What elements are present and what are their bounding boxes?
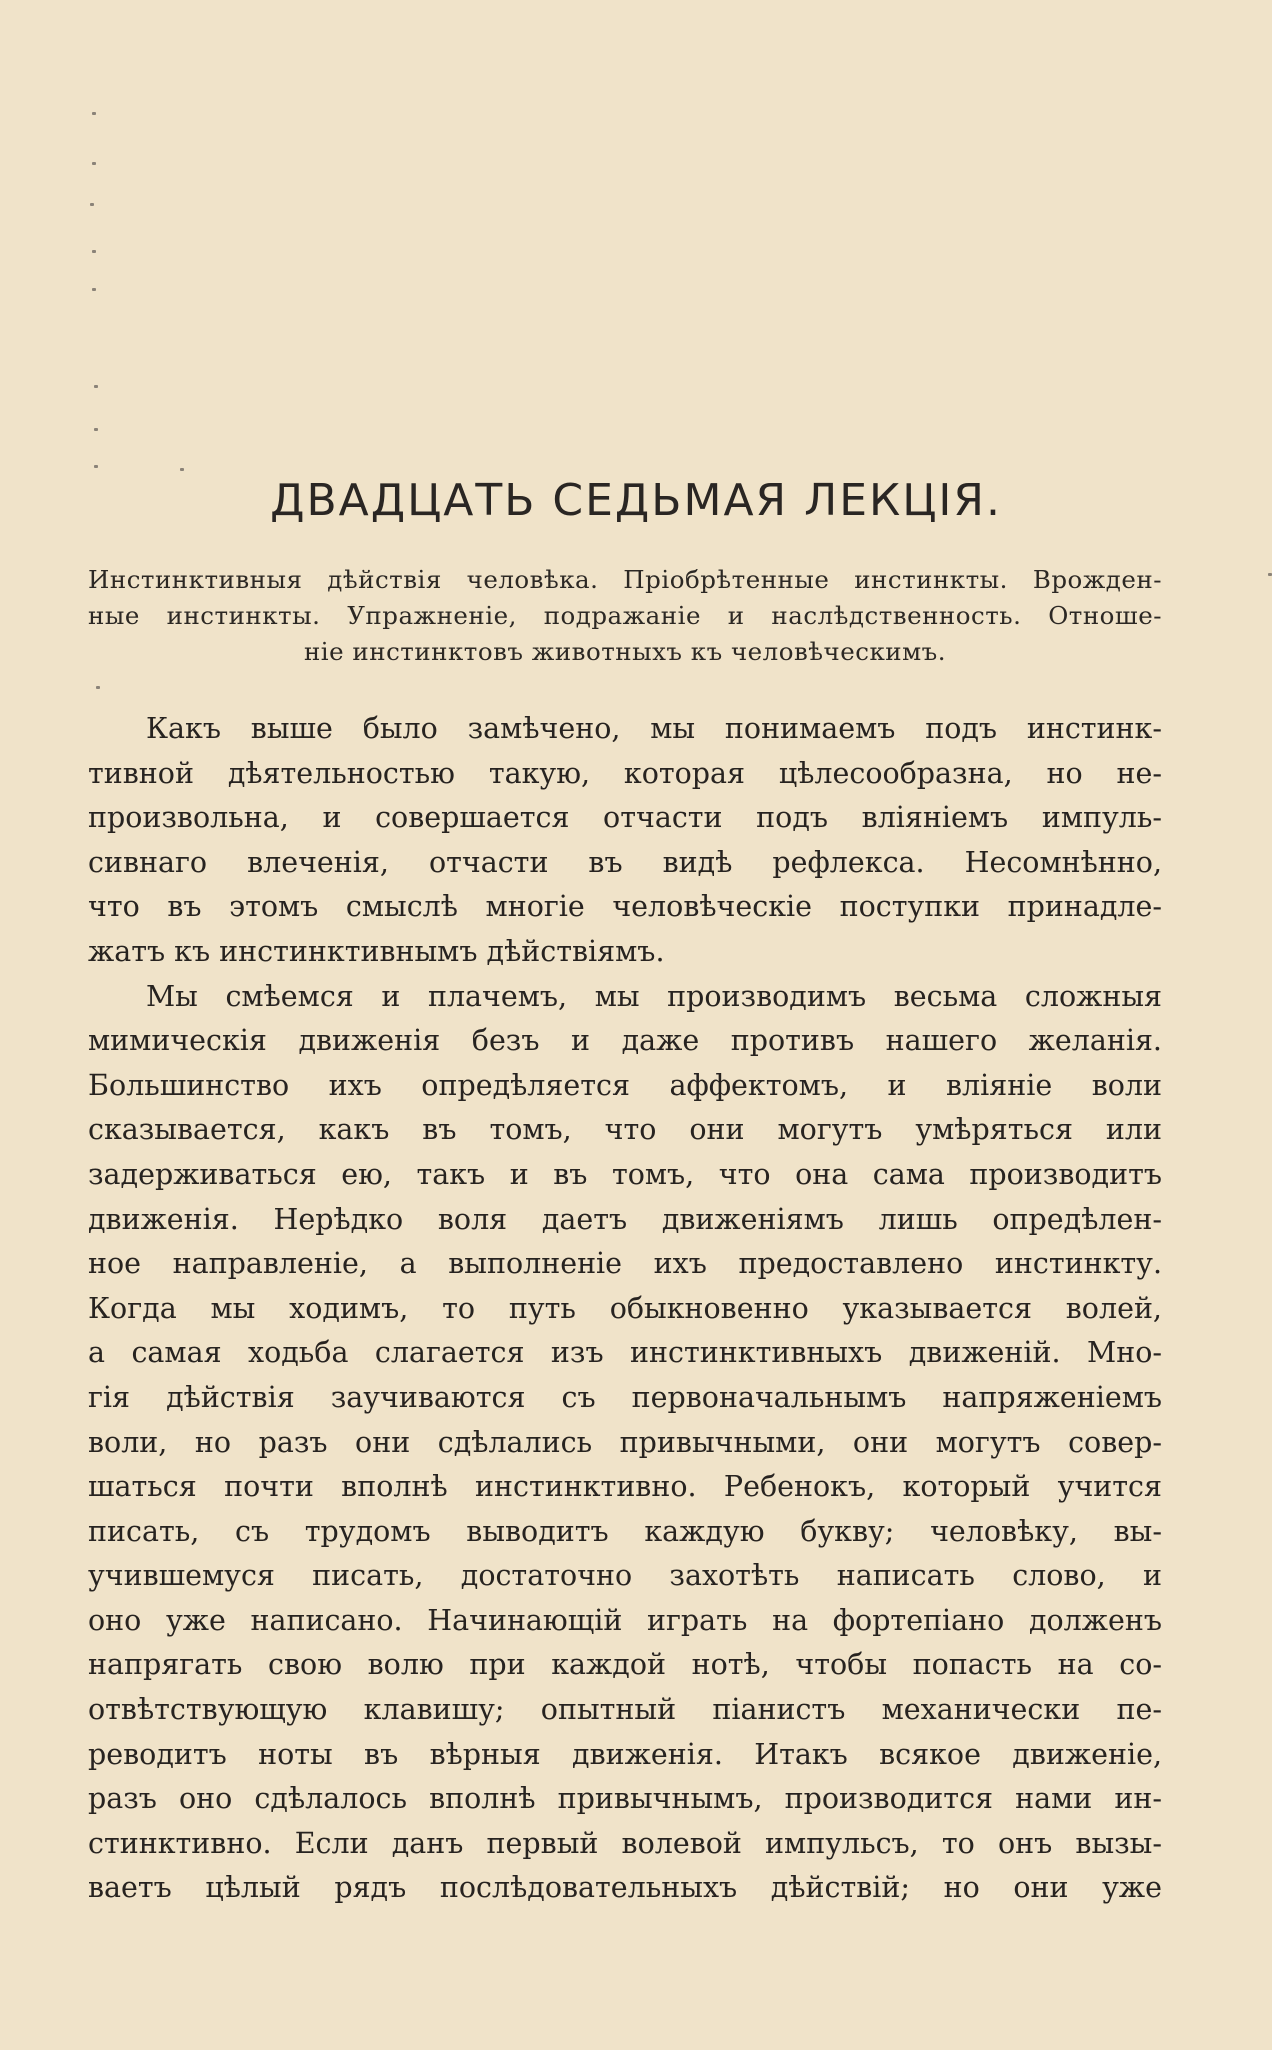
lecture-summary: [88, 562, 1162, 670]
text-line: Когда мы ходимъ, то путь обыкновенно указывается волей,: [88, 1291, 1162, 1325]
text-line: задерживаться ею, такъ и въ томъ, что она сама производитъ: [88, 1157, 1162, 1191]
text-line: мимическія движенія безъ и даже противъ нашего желанія.: [88, 1024, 1162, 1058]
summary-line: ніе инстинктовъ животныхъ къ человѣческимъ.: [303, 637, 947, 666]
text-line: реводитъ ноты въ вѣрныя движенія. Итакъ всякое движеніе,: [88, 1737, 1162, 1771]
text-line: тивной дѣятельностью такую, которая цѣлесообразна, но не-: [88, 756, 1162, 790]
summary-line: ные инстинкты. Упражненіе, подражаніе и наслѣдственность. Отноше-: [88, 601, 1162, 630]
text-line: Мы смѣемся и плачемъ, мы производимъ весьма сложныя: [146, 979, 1162, 1013]
text-line: сказывается, какъ въ томъ, что они могутъ умѣряться или: [88, 1113, 1162, 1147]
text-line: воли, но разъ они сдѣлались привычными, они могутъ совер-: [88, 1425, 1162, 1459]
summary-line: Инстинктивныя дѣйствія человѣка. Пріобрѣтенные инстинкты. Врожден-: [88, 565, 1162, 594]
text-line: Большинство ихъ опредѣляется аффектомъ, и вліяніе воли: [88, 1068, 1162, 1102]
text-line: напрягать свою волю при каждой нотѣ, чтобы попасть на со-: [88, 1648, 1162, 1682]
text-line: стинктивно. Если данъ первый волевой импульсъ, то онъ вызы-: [88, 1826, 1162, 1860]
text-line: учившемуся писать, достаточно захотѣть написать слово, и: [88, 1559, 1162, 1593]
text-line: писать, съ трудомъ выводитъ каждую букву; человѣку, вы-: [88, 1514, 1162, 1548]
text-line: что въ этомъ смыслѣ многіе человѣческіе поступки принадле-: [88, 890, 1162, 924]
text-line: шаться почти вполнѣ инстинктивно. Ребенокъ, который учится: [88, 1470, 1162, 1504]
text-line: отвѣтствующую клавишу; опытный піанистъ механически пе-: [88, 1693, 1162, 1727]
text-line: жатъ къ инстинктивнымъ дѣйствіямъ.: [88, 934, 665, 968]
text-line: гія дѣйствія заучиваются съ первоначальнымъ напряженіемъ: [88, 1380, 1162, 1414]
body-text: [88, 707, 1162, 1911]
text-line: оно уже написано. Начинающій играть на фортепіано долженъ: [88, 1603, 1162, 1637]
text-line: ное направленіе, а выполненіе ихъ предоставлено инстинкту.: [88, 1247, 1162, 1281]
text-line: а самая ходьба слагается изъ инстинктивныхъ движеній. Мно-: [88, 1336, 1162, 1370]
text-line: разъ оно сдѣлалось вполнѣ привычнымъ, производится нами ин-: [88, 1782, 1162, 1816]
text-line: Какъ выше было замѣчено, мы понимаемъ подъ инстинк-: [146, 712, 1162, 745]
lecture-title: ДВАДЦАТЬ СЕДЬМАЯ ЛЕКЦІЯ.: [270, 475, 1002, 526]
text-line: произвольна, и совершается отчасти подъ вліяніемъ импуль-: [88, 801, 1162, 835]
text-line: движенія. Нерѣдко воля даетъ движеніямъ лишь опредѣлен-: [88, 1202, 1162, 1236]
text-line: ваетъ цѣлый рядъ послѣдовательныхъ дѣйствій; но они уже: [88, 1871, 1162, 1905]
text-line: сивнаго влеченія, отчасти въ видѣ рефлекса. Несомнѣнно,: [88, 845, 1162, 879]
